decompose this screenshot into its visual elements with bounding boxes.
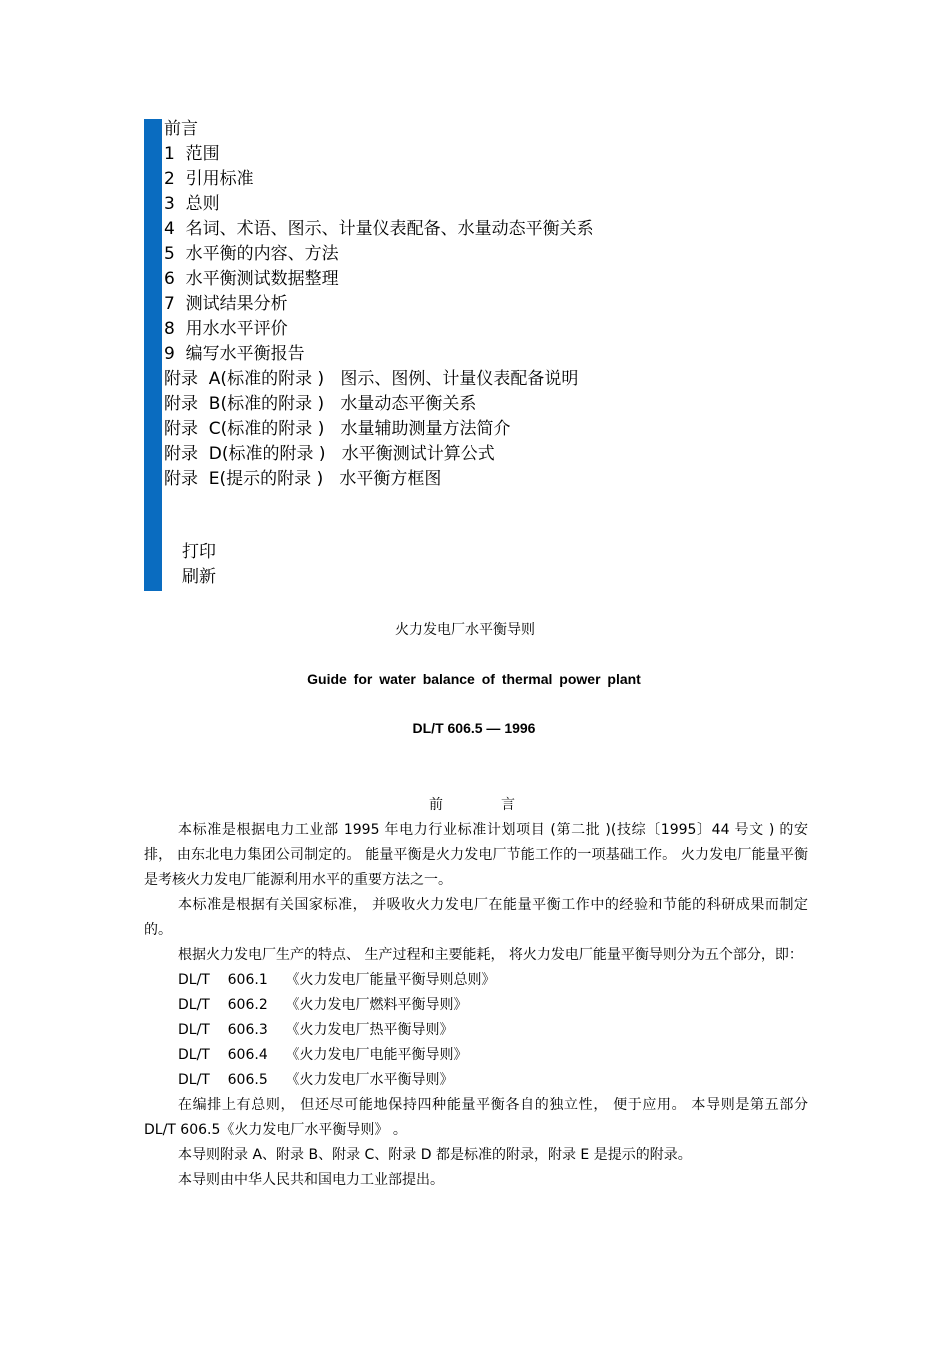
document-title-en: Guide for water balance of thermal power plant: [307, 671, 641, 687]
print-button[interactable]: 打印: [182, 542, 216, 562]
toc-item-appendix-d[interactable]: 附录 D(标准的附录 ) 水平衡测试计算公式: [164, 444, 495, 464]
toc-item-appendix-b[interactable]: 附录 B(标准的附录 ) 水量动态平衡关系: [164, 394, 477, 414]
toc-item-report[interactable]: 9 编写水平衡报告: [164, 344, 305, 364]
standard-list-item: DL/T 606.1 《火力发电厂能量平衡导则总则》: [178, 972, 496, 988]
standard-list-item: DL/T 606.3 《火力发电厂热平衡导则》: [178, 1022, 454, 1038]
document-title-cn: 火力发电厂水平衡导则: [395, 622, 535, 638]
preface-heading: 前言: [429, 797, 573, 813]
toc-item-general[interactable]: 3 总则: [164, 194, 220, 214]
paragraph: 本标准是根据电力工业部 1995 年电力行业标准计划项目 (第二批 )(技综〔1995〕44 号文 ) 的安排， 由东北电力集团公司制定的。 能量平衡是火力发电厂节能工作的一项基础工作。 火力发电厂能量平衡是考核火力发电厂能源利用水平的重要方法之一。: [144, 822, 808, 888]
toc-item-appendix-a[interactable]: 附录 A(标准的附录 ) 图示、图例、计量仪表配备说明: [164, 369, 579, 389]
toc-item-preface[interactable]: 前言: [164, 119, 198, 139]
paragraph: 本导则由中华人民共和国电力工业部提出。: [178, 1172, 444, 1188]
paragraph: 本导则附录 A、附录 B、附录 C、附录 D 都是标准的附录，附录 E 是提示的附录。: [178, 1147, 692, 1163]
paragraph: 在编排上有总则， 但还尽可能地保持四种能量平衡各自的独立性， 便于应用。 本导则是第五部分 DL/T 606.5《火力发电厂水平衡导则》 。: [144, 1097, 808, 1138]
paragraph: 本标准是根据有关国家标准， 并吸收火力发电厂在能量平衡工作中的经验和节能的科研成果而制定的。: [144, 897, 808, 938]
standard-list-item: DL/T 606.2 《火力发电厂燃料平衡导则》: [178, 997, 468, 1013]
toc-item-appendix-e[interactable]: 附录 E(提示的附录 ) 水平衡方框图: [164, 469, 442, 489]
toc-item-references[interactable]: 2 引用标准: [164, 169, 254, 189]
document-body: [144, 818, 808, 1193]
table-of-contents: [164, 117, 594, 492]
toc-item-appendix-c[interactable]: 附录 C(标准的附录 ) 水量辅助测量方法简介: [164, 419, 511, 439]
refresh-button[interactable]: 刷新: [182, 567, 216, 587]
toc-item-scope[interactable]: 1 范围: [164, 144, 220, 164]
toc-accent-bar: [144, 119, 162, 591]
toc-item-terms[interactable]: 4 名词、术语、图示、计量仪表配备、水量动态平衡关系: [164, 219, 594, 239]
toc-item-content-methods[interactable]: 5 水平衡的内容、方法: [164, 244, 339, 264]
standard-list-item: DL/T 606.5 《火力发电厂水平衡导则》: [178, 1072, 454, 1088]
standard-number: DL/T 606.5 — 1996: [412, 720, 536, 736]
toc-actions: [182, 540, 216, 590]
toc-item-result-analysis[interactable]: 7 测试结果分析: [164, 294, 288, 314]
standard-list-item: DL/T 606.4 《火力发电厂电能平衡导则》: [178, 1047, 468, 1063]
toc-item-data-processing[interactable]: 6 水平衡测试数据整理: [164, 269, 339, 289]
paragraph: 根据火力发电厂生产的特点、 生产过程和主要能耗， 将火力发电厂能量平衡导则分为五个部分，即：: [178, 947, 803, 963]
toc-item-evaluation[interactable]: 8 用水水平评价: [164, 319, 288, 339]
